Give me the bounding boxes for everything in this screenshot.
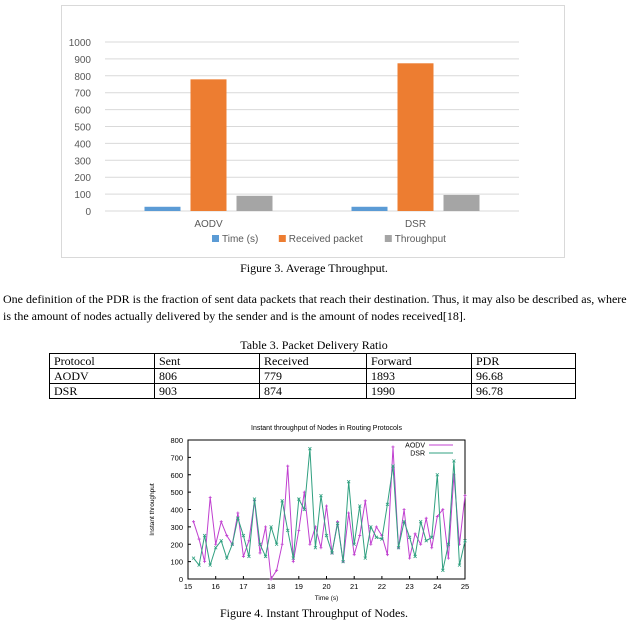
table-cell: AODV [50, 369, 155, 384]
table-cell: 1990 [367, 384, 472, 399]
data-point [319, 546, 322, 549]
data-point [464, 494, 467, 497]
data-point [264, 525, 267, 528]
bar [145, 207, 181, 211]
data-point [308, 543, 311, 546]
x-tick-label: 25 [460, 582, 470, 591]
y-tick-label: 700 [74, 88, 91, 100]
data-point [369, 543, 372, 546]
chart-title: Instant throughput of Nodes in Routing Protocols [251, 425, 402, 432]
table-cell: 779 [260, 369, 367, 384]
table-cell: 874 [260, 384, 367, 399]
figure4-line-chart [140, 415, 480, 605]
y-tick-label: 800 [170, 436, 183, 445]
y-tick-label: 0 [178, 575, 183, 584]
legend-swatch [279, 235, 286, 242]
x-tick-label: 15 [183, 582, 193, 591]
data-point [353, 553, 356, 556]
y-tick-label: 1000 [68, 38, 91, 49]
figure4-caption: Figure 4. Instant Throughput of Nodes. [219, 606, 409, 620]
y-tick-label: 600 [170, 470, 183, 480]
data-point [192, 520, 195, 523]
x-axis-label: Time (s) [314, 595, 339, 602]
table-cell: 903 [155, 384, 260, 399]
y-tick-label: 500 [170, 488, 183, 498]
bar [191, 79, 227, 211]
data-point [386, 553, 389, 556]
y-tick-label: 0 [85, 207, 91, 218]
data-point [286, 465, 289, 468]
x-tick-label: 21 [350, 582, 359, 591]
y-tick-label: 500 [74, 122, 91, 134]
bar [237, 196, 273, 211]
data-point [325, 505, 328, 508]
y-tick-label: 100 [74, 190, 91, 202]
data-point [430, 546, 433, 549]
table-cell: 1893 [367, 369, 472, 384]
data-point [214, 543, 217, 546]
y-tick-label: 400 [170, 505, 183, 515]
table-cell: 96.78 [472, 384, 576, 399]
y-tick-label: 100 [170, 557, 183, 567]
x-tick-label: 24 [433, 582, 442, 591]
legend-label: DSR [410, 450, 425, 458]
x-tick-label: 16 [211, 582, 220, 591]
table-row [50, 369, 576, 384]
bar [352, 207, 388, 211]
legend-label: Throughput [394, 234, 446, 245]
table-header-row [50, 354, 576, 369]
data-point [297, 529, 300, 532]
bar [444, 195, 480, 211]
data-point [198, 538, 201, 541]
body-paragraph: One definition of the PDR is the fraction of sent data packets that reach their destination. Thus, it may also be described as, where is the amount of nodes actually delivered by the sender and is the amount of nodes received[18]. [3, 292, 627, 323]
data-point [209, 496, 212, 499]
pdr-table [49, 353, 576, 399]
table-header-cell: Received [260, 354, 367, 369]
y-tick-label: 200 [74, 173, 91, 185]
data-point [292, 560, 295, 563]
y-tick-label: 600 [74, 105, 91, 117]
data-point [203, 560, 206, 563]
figure3-caption: Figure 3. Average Throughput. [240, 261, 388, 275]
data-point [403, 508, 406, 511]
x-tick-label: 20 [322, 582, 331, 591]
data-point [391, 445, 394, 448]
y-tick-label: 400 [74, 139, 91, 151]
series-line [194, 447, 466, 579]
x-tick-label: 19 [294, 582, 303, 591]
data-point [192, 557, 195, 560]
figure3-bar-chart [62, 6, 564, 257]
series-line [194, 449, 466, 571]
x-tick-label: 23 [405, 582, 414, 591]
data-point [220, 520, 223, 523]
table-header-cell: PDR [472, 354, 576, 369]
figure3-chart [61, 5, 565, 258]
x-tick-label: 22 [377, 582, 387, 591]
x-tick-label: DSR [404, 219, 427, 230]
data-point [242, 555, 245, 558]
table-header-cell: Forward [367, 354, 472, 369]
y-tick-label: 700 [170, 453, 183, 463]
data-point [281, 543, 284, 546]
data-point [236, 511, 239, 514]
data-point [358, 534, 361, 537]
table-cell: DSR [50, 384, 155, 399]
table-cell: 96.68 [472, 369, 576, 384]
data-point [425, 517, 428, 520]
legend-label: Received packet [288, 234, 363, 245]
legend-label: AODV [405, 442, 425, 450]
y-tick-label: 900 [74, 54, 91, 66]
y-axis-label: Instant throughput [149, 483, 156, 536]
bar [398, 63, 434, 211]
data-point [259, 551, 262, 554]
x-tick-label: 18 [266, 582, 276, 591]
table3-caption: Table 3. Packet Delivery Ratio [240, 338, 388, 352]
table-cell: 806 [155, 369, 260, 384]
data-point [347, 511, 350, 514]
data-point [447, 557, 450, 560]
y-tick-label: 300 [170, 522, 183, 532]
y-tick-label: 800 [74, 71, 91, 83]
data-point [408, 557, 411, 560]
table-header-cell: Sent [155, 354, 260, 369]
table-row [50, 384, 576, 399]
legend-swatch [212, 235, 219, 242]
x-tick-label: AODV [194, 219, 223, 230]
table-header-cell: Protocol [50, 354, 155, 369]
data-point [364, 499, 367, 502]
legend-swatch [385, 235, 392, 242]
x-tick-label: 17 [239, 582, 248, 591]
y-tick-label: 200 [170, 540, 183, 550]
y-tick-label: 300 [74, 156, 91, 168]
legend-label: Time (s) [222, 234, 259, 245]
